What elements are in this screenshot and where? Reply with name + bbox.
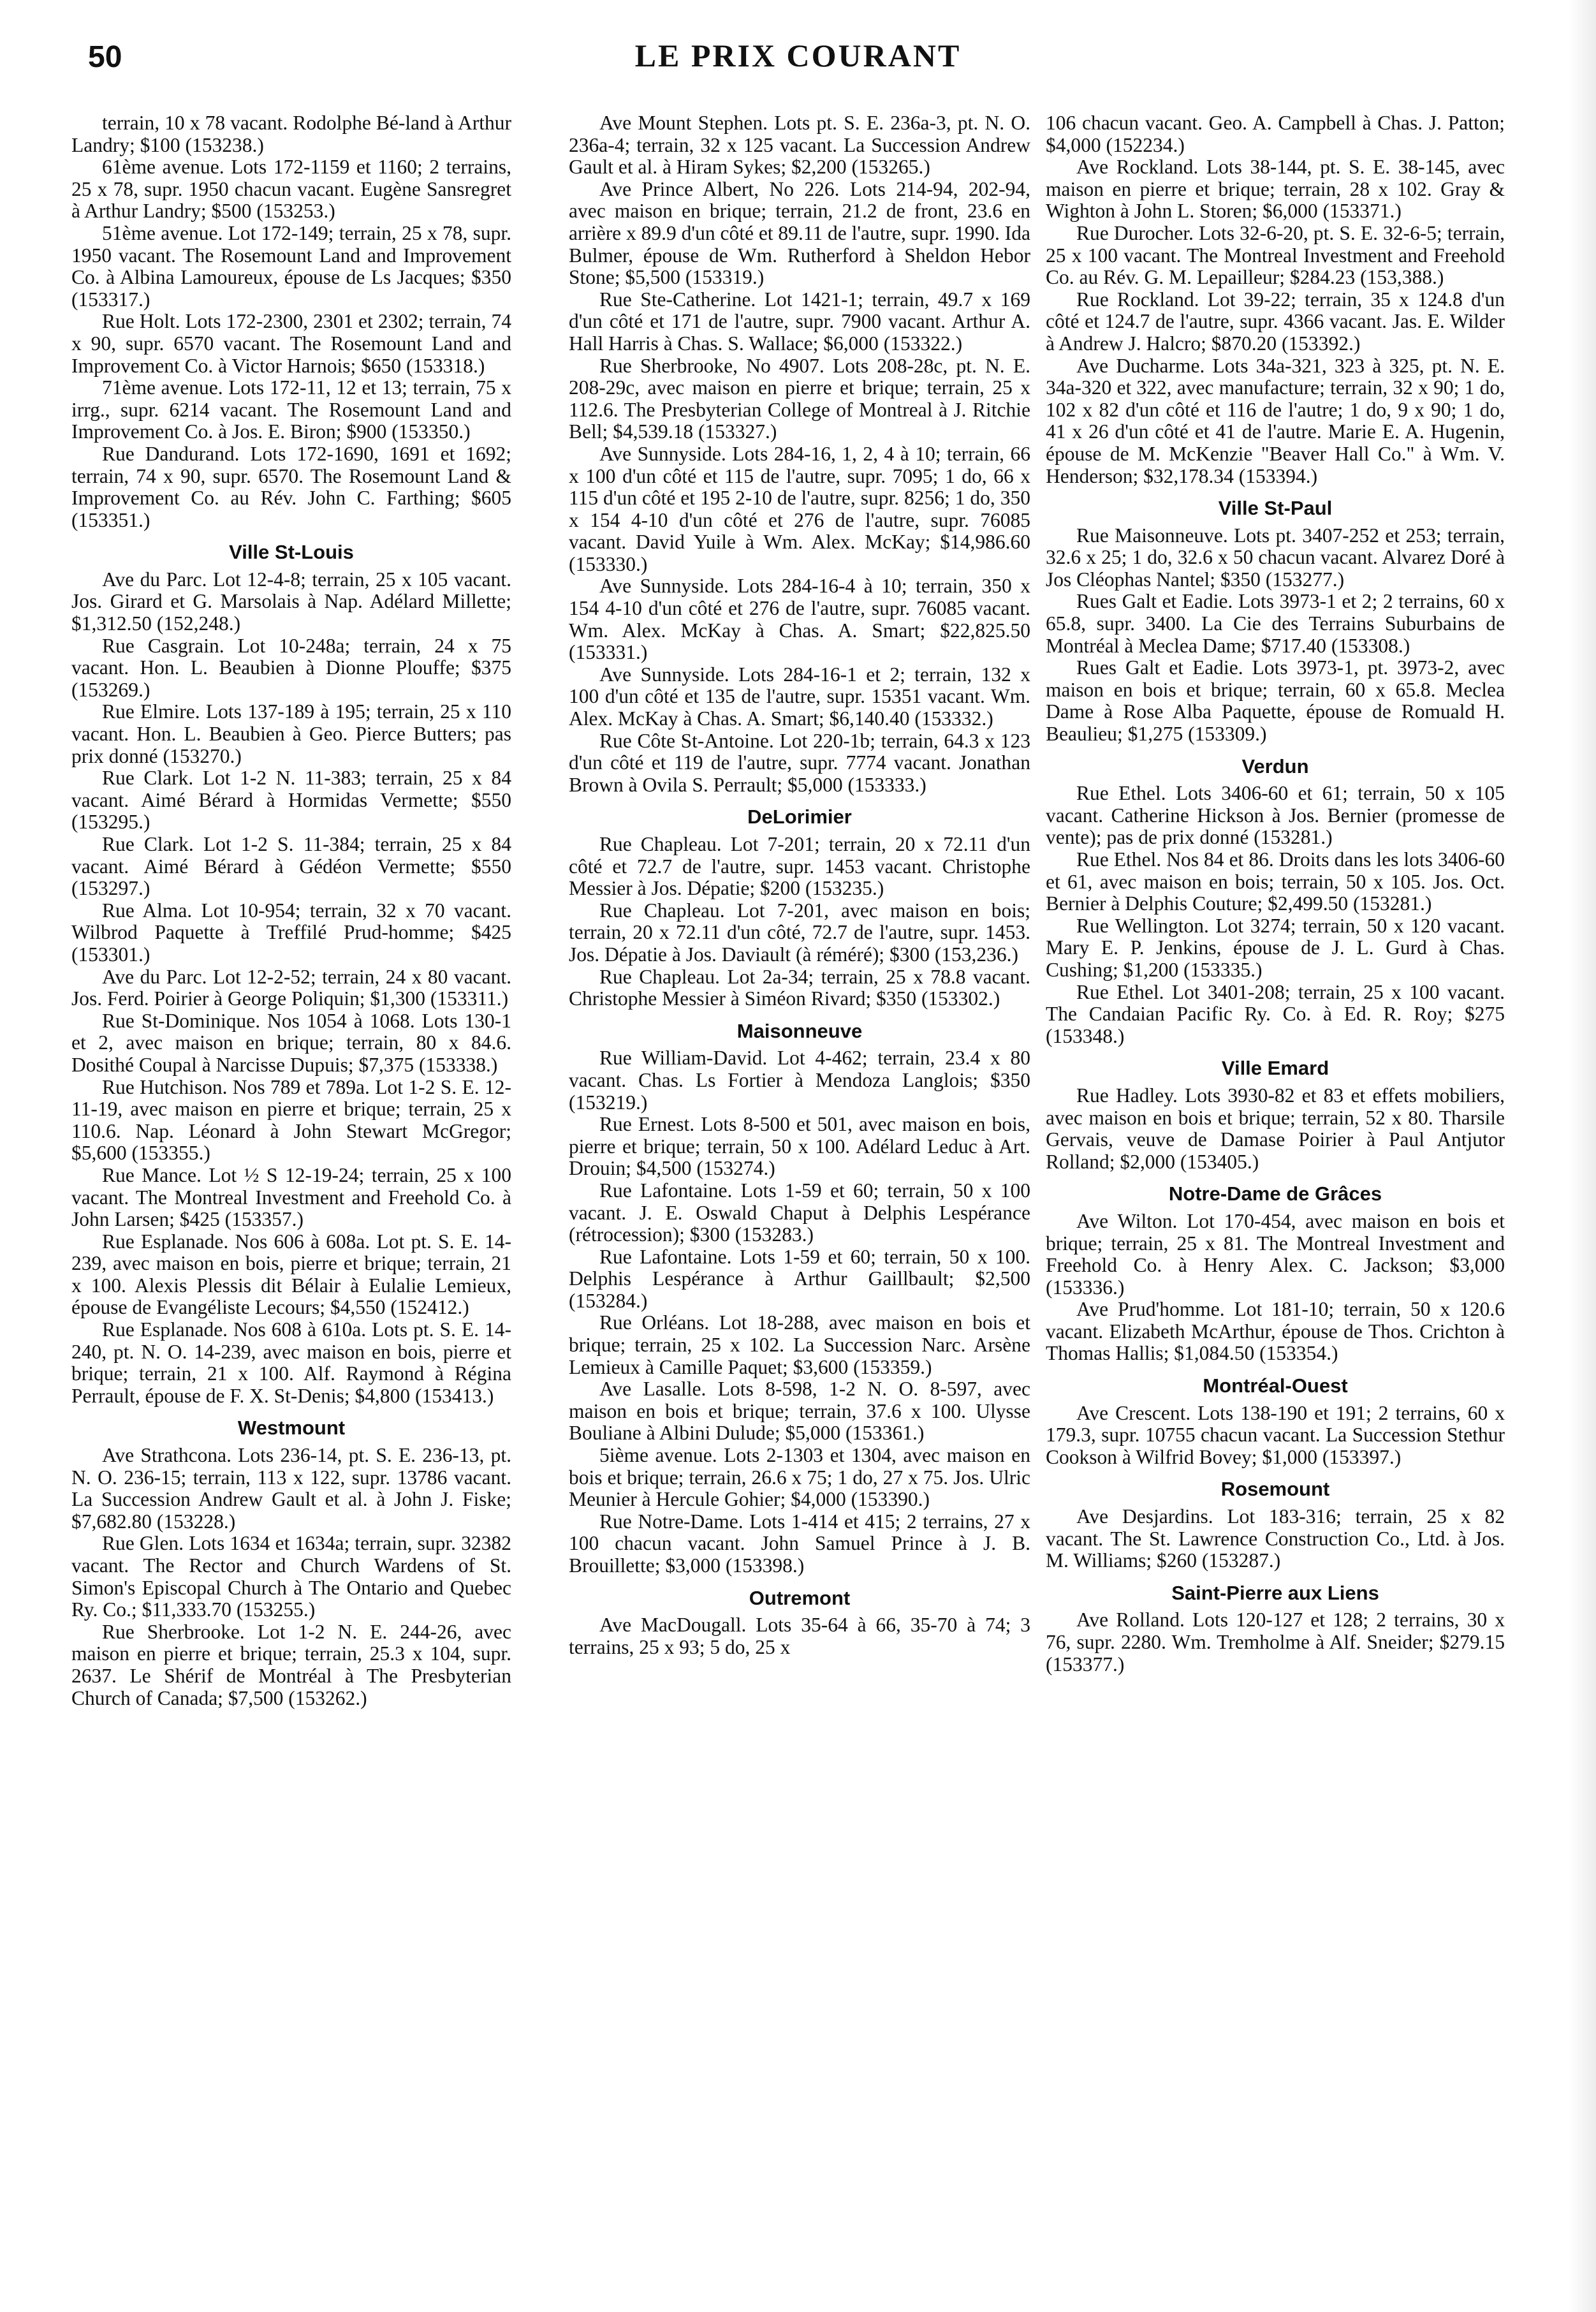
listing-entry: Rue Ethel. Nos 84 et 86. Droits dans les lots 3406-60 et 61, avec maison en bois; terrain, 50 x 105. Jos. Oct. Bernier à Delphis Couture; $2,499.50 (153281.) (1046, 848, 1505, 915)
listing-entry: Ave Ducharme. Lots 34a-321, 323 à 325, pt. N. E. 34a-320 et 322, avec manufacture; terrain, 32 x 90; 1 do, 102 x 82 d'un côté et 116 de l'autre; 1 do, 9 x 90; 1 do, 41 x 26 d'un côté et 41 de l'autre. Marie E. A. Hugenin, épouse de M. McKenzie "Beaver Hall Co." à Wm. V. Henderson; $32,178.34 (153394.) (1046, 354, 1505, 487)
listing-entry: Rues Galt et Eadie. Lots 3973-1 et 2; 2 terrains, 60 x 65.8, supr. 3400. La Cie des Terrains Suburbains de Montréal à Meclea Dame; $717.40 (153308.) (1046, 590, 1505, 657)
listing-entry: Ave Lasalle. Lots 8-598, 1-2 N. O. 8-597, avec maison en bois et brique; terrain, 37.6 x 100. Ulysse Bouliane à Albini Dulude; $5,000 (153361.) (569, 1378, 1030, 1445)
listing-entry: Ave Prince Albert, No 226. Lots 214-94, 202-94, avec maison en brique; terrain, 21.2 de front, 23.6 en arrière x 89.9 d'un côté et 89.11 de l'autre, supr. 1990. Ida Bulmer, épouse de Wm. Rutherford à Sheldon Hebor Stone; $5,500 (153319.) (569, 177, 1030, 289)
scan-edge-shadow (1569, 0, 1596, 2312)
listing-entry: Rue Esplanade. Nos 606 à 608a. Lot pt. S. E. 14-239, avec maison en bois, pierre et brique; terrain, 21 x 100. Alexis Plessis dit Bélair à Eulalie Lemieux, épouse de Evangéliste Lecours; $4,550 (152412.) (71, 1230, 511, 1319)
listing-entry: 61ème avenue. Lots 172-1159 et 1160; 2 terrains, 25 x 78, supr. 1950 chacun vacant. Eugène Sansregret à Arthur Landry; $500 (153253.) (71, 156, 511, 223)
listing-entry: Rue Casgrain. Lot 10-248a; terrain, 24 x 75 vacant. Hon. L. Beaubien à Dionne Plouffe; $375 (153269.) (71, 634, 511, 701)
listing-entry: Rue Orléans. Lot 18-288, avec maison en bois et brique; terrain, 25 x 102. La Succession Narc. Arsène Lemieux à Camille Paquet; $3,600 (153359.) (569, 1311, 1030, 1378)
listing-entry: Rue Lafontaine. Lots 1-59 et 60; terrain, 50 x 100 vacant. J. E. Oswald Chaput à Delphis Lespérance (rétrocession); $300 (153283.) (569, 1179, 1030, 1246)
section-heading: Westmount (237, 1417, 346, 1439)
listing-entry: Rue William-David. Lot 4-462; terrain, 23.4 x 80 vacant. Chas. Ls Fortier à Mendoza Langlois; $350 (153219.) (569, 1047, 1030, 1114)
listing-entry: Ave MacDougall. Lots 35-64 à 66, 35-70 à 74; 3 terrains, 25 x 93; 5 do, 25 x (569, 1614, 1030, 1658)
listing-entry: Rue Rockland. Lot 39-22; terrain, 35 x 124.8 d'un côté et 124.7 de l'autre, supr. 4366 vacant. Jas. E. Wilder à Andrew J. Halcro; $870.20 (153392.) (1046, 288, 1505, 355)
section-heading: Ville St-Paul (1218, 497, 1333, 520)
listing-entry: Rue Glen. Lots 1634 et 1634a; terrain, supr. 32382 vacant. The Rector and Church Wardens of St. Simon's Episcopal Church à The Ontario and Quebec Ry. Co.; $11,333.70 (153255.) (71, 1532, 511, 1621)
section-heading: Ville Emard (1221, 1057, 1329, 1080)
listing-entry: Rues Galt et Eadie. Lots 3973-1, pt. 3973-2, avec maison en bois et brique; terrain, 60 x 65.8. Meclea Dame à Rose Alba Paquette, épouse de Romuald H. Beaulieu; $1,275 (153309.) (1046, 656, 1505, 746)
listing-entry: Ave Rolland. Lots 120-127 et 128; 2 terrains, 30 x 76, supr. 2280. Wm. Tremholme à Alf. Sneider; $279.15 (153377.) (1046, 1609, 1505, 1675)
listing-entry: 51ème avenue. Lot 172-149; terrain, 25 x 78, supr. 1950 vacant. The Rosemount Land and Improvement Co. à Albina Lamoureux, épouse de Ls Jacques; $350 (153317.) (71, 221, 511, 311)
listing-entry: Rue Clark. Lot 1-2 N. 11-383; terrain, 25 x 84 vacant. Aimé Bérard à Hormidas Vermette; $550 (153295.) (71, 767, 511, 834)
listing-entry: Rue Elmire. Lots 137-189 à 195; terrain, 25 x 110 vacant. Hon. L. Beaubien à Geo. Pierce Butters; pas prix donné (153270.) (71, 700, 511, 767)
listing-entry: 106 chacun vacant. Geo. A. Campbell à Chas. J. Patton; $4,000 (152234.) (1046, 112, 1505, 156)
listing-entry: Rue Ethel. Lot 3401-208; terrain, 25 x 100 vacant. The Candaian Pacific Ry. Co. à Ed. R. Roy; $275 (153348.) (1046, 980, 1505, 1047)
listing-entry: Ave Rockland. Lots 38-144, pt. S. E. 38-145, avec maison en pierre et brique; terrain, 28 x 102. Gray & Wighton à John L. Storen; $6,000 (153371.) (1046, 156, 1505, 223)
listing-entry: Rue Maisonneuve. Lots pt. 3407-252 et 253; terrain, 32.6 x 25; 1 do, 32.6 x 50 chacun vacant. Alvarez Doré à Jos Cléophas Nantel; $350 (153277.) (1046, 524, 1505, 591)
listing-entry: Rue Hutchison. Nos 789 et 789a. Lot 1-2 S. E. 12-11-19, avec maison en pierre et brique; terrain, 25 x 110.6. Nap. Léonard à John Stewart McGregor; $5,600 (153355.) (71, 1075, 511, 1165)
listing-entry: Ave Sunnyside. Lots 284-16-1 et 2; terrain, 132 x 100 d'un côté et 135 de l'autre, supr. 15351 vacant. Wm. Alex. McKay à Chas. A. Smart; $6,140.40 (153332.) (569, 663, 1030, 730)
listing-entry: Rue Ste-Catherine. Lot 1421-1; terrain, 49.7 x 169 d'un côté et 171 de l'autre, supr. 7900 vacant. Arthur A. Hall Harris à Chas. S. Wallace; $6,000 (153322.) (569, 288, 1030, 355)
text-columns (0, 112, 1596, 2294)
column-3 (1046, 112, 1505, 2294)
listing-entry: Rue Ernest. Lots 8-500 et 501, avec maison en bois, pierre et brique; terrain, 50 x 100. Adélard Leduc à Art. Drouin; $4,500 (153274.) (569, 1113, 1030, 1180)
section-heading: Saint-Pierre aux Liens (1171, 1581, 1379, 1604)
listing-entry: Ave Desjardins. Lot 183-316; terrain, 25 x 82 vacant. The St. Lawrence Construction Co., Ltd. à Jos. M. Williams; $260 (153287.) (1046, 1505, 1505, 1572)
section-heading: Verdun (1241, 755, 1309, 777)
section-heading: Montréal-Ouest (1203, 1374, 1348, 1397)
listing-entry: Ave du Parc. Lot 12-2-52; terrain, 24 x 80 vacant. Jos. Ferd. Poirier à George Poliquin; $1,300 (153311.) (71, 965, 511, 1010)
page-title: LE PRIX COURANT (634, 38, 962, 73)
section-heading: DeLorimier (747, 806, 852, 828)
listing-entry: Rue Sherbrooke, No 4907. Lots 208-28c, pt. N. E. 208-29c, avec maison en pierre et brique; terrain, 25 x 112.6. The Presbyterian College of Montreal à J. Ritchie Bell; $4,539.18 (153327.) (569, 354, 1030, 443)
section-heading: Maisonneuve (736, 1019, 863, 1042)
listing-entry: Ave Strathcona. Lots 236-14, pt. S. E. 236-13, pt. N. O. 236-15; terrain, 113 x 122, supr. 13786 vacant. La Succession Andrew Gault et al. à John J. Fiske; $7,682.80 (153228.) (71, 1444, 511, 1533)
listing-entry: Rue Notre-Dame. Lots 1-414 et 415; 2 terrains, 27 x 100 chacun vacant. John Samuel Prince à J. B. Brouillette; $3,000 (153398.) (569, 1510, 1030, 1577)
listing-entry: Ave Sunnyside. Lots 284-16, 1, 2, 4 à 10; terrain, 66 x 100 d'un côté et 115 de l'autre, supr. 7095; 1 do, 66 x 115 d'un côté et 195 2-10 de l'autre, supr. 8256; 1 do, 350 x 154 4-10 d'un côté et 276 de l'autre, supr. 76085 vacant. David Yuile à Wm. Alex. McKay; $14,986.60 (153330.) (569, 442, 1030, 575)
listing-entry: Ave du Parc. Lot 12-4-8; terrain, 25 x 105 vacant. Jos. Girard et G. Marsolais à Nap. Adélard Millette; $1,312.50 (152,248.) (71, 568, 511, 635)
listing-entry: Rue Chapleau. Lot 2a-34; terrain, 25 x 78.8 vacant. Christophe Messier à Siméon Rivard; $350 (153302.) (569, 965, 1030, 1010)
column-2 (569, 112, 1030, 2294)
section-heading: Notre-Dame de Grâces (1168, 1182, 1382, 1205)
listing-entry: Rue Ethel. Lots 3406-60 et 61; terrain, 50 x 105 vacant. Catherine Hickson à Jos. Bernier (promesse de vente); pas de prix donné (153281.) (1046, 782, 1505, 849)
page-number: 50 (88, 40, 122, 74)
listing-entry: Rue Chapleau. Lot 7-201; terrain, 20 x 72.11 d'un côté et 72.7 de l'autre, supr. 1453 vacant. Christophe Messier à Jos. Dépatie; $200 (153235.) (569, 833, 1030, 900)
listing-entry: 5ième avenue. Lots 2-1303 et 1304, avec maison en bois et brique; terrain, 26.6 x 75; 1 do, 27 x 75. Jos. Ulric Meunier à Hercule Gohier; $4,000 (153390.) (569, 1444, 1030, 1511)
listing-entry: Rue Sherbrooke. Lot 1-2 N. E. 244-26, avec maison en pierre et brique; terrain, 25.3 x 104, supr. 2637. Le Shérif de Montréal à The Presbyterian Church of Canada; $7,500 (153262.) (71, 1620, 511, 1709)
listing-entry: terrain, 10 x 78 vacant. Rodolphe Bé-land à Arthur Landry; $100 (153238.) (71, 112, 511, 156)
listing-entry: Rue Esplanade. Nos 608 à 610a. Lots pt. S. E. 14-240, pt. N. O. 14-239, avec maison en bois, pierre et brique; terrain, 21 x 100. Alf. Raymond à Régina Perrault, épouse de F. X. St-Denis; $4,800 (153413.) (71, 1318, 511, 1407)
listing-entry: Rue St-Dominique. Nos 1054 à 1068. Lots 130-1 et 2, avec maison en brique; terrain, 80 x 84.6. Dosithé Coupal à Narcisse Dupuis; $7,375 (153338.) (71, 1009, 511, 1076)
section-heading: Rosemount (1220, 1478, 1330, 1501)
listing-entry: Rue Wellington. Lot 3274; terrain, 50 x 120 vacant. Mary E. P. Jenkins, épouse de J. L. Gurd à Chas. Cushing; $1,200 (153335.) (1046, 914, 1505, 981)
listing-entry: Rue Holt. Lots 172-2300, 2301 et 2302; terrain, 74 x 90, supr. 6570 vacant. The Rosemount Land and Improvement Co. à Victor Harnois; $650 (153318.) (71, 310, 511, 377)
listing-entry: Rue Mance. Lot ½ S 12-19-24; terrain, 25 x 100 vacant. The Montreal Investment and Freehold Co. à John Larsen; $425 (153357.) (71, 1163, 511, 1231)
listing-entry: Ave Wilton. Lot 170-454, avec maison en bois et brique; terrain, 25 x 81. The Montreal Investment and Freehold Co. à Henry Alex. C. Jackson; $3,000 (153336.) (1046, 1209, 1505, 1299)
listing-entry: Rue Hadley. Lots 3930-82 et 83 et effets mobiliers, avec maison en bois et brique; terrain, 52 x 80. Tharsile Gervais, veuve de Damase Poirier à Paul Antjutor Rolland; $2,000 (153405.) (1046, 1084, 1505, 1173)
section-heading: Ville St-Louis (229, 541, 354, 564)
listing-entry: Rue Clark. Lot 1-2 S. 11-384; terrain, 25 x 84 vacant. Aimé Bérard à Gédéon Vermette; $550 (153297.) (71, 833, 511, 900)
listing-entry: Ave Prud'homme. Lot 181-10; terrain, 50 x 120.6 vacant. Elizabeth McArthur, épouse de Thos. Crichton à Thomas Hallis; $1,084.50 (153354.) (1046, 1298, 1505, 1365)
listing-entry: Rue Chapleau. Lot 7-201, avec maison en bois; terrain, 20 x 72.11 d'un côté, 72.7 de l'autre, supr. 1453. Jos. Dépatie à Jos. Daviault (à réméré); $300 (153,236.) (569, 899, 1030, 966)
listing-entry: Rue Côte St-Antoine. Lot 220-1b; terrain, 64.3 x 123 d'un côté et 119 de l'autre, supr. 7774 vacant. Jonathan Brown à Ovila S. Perrault; $5,000 (153333.) (569, 729, 1030, 796)
listing-entry: Ave Sunnyside. Lots 284-16-4 à 10; terrain, 350 x 154 4-10 d'un côté et 276 de l'autre, supr. 76085 vacant. Wm. Alex. McKay à Chas. A. Smart; $22,825.50 (153331.) (569, 575, 1030, 664)
listing-entry: Rue Alma. Lot 10-954; terrain, 32 x 70 vacant. Wilbrod Paquette à Treffilé Prud-homme; $425 (153301.) (71, 899, 511, 966)
section-heading: Outremont (749, 1586, 851, 1609)
listing-entry: Rue Durocher. Lots 32-6-20, pt. S. E. 32-6-5; terrain, 25 x 100 vacant. The Montreal Investment and Freehold Co. au Rév. G. M. Lepailleur; $284.23 (153,388.) (1046, 221, 1505, 289)
column-1 (71, 112, 511, 2294)
listing-entry: 71ème avenue. Lots 172-11, 12 et 13; terrain, 75 x irrg., supr. 6214 vacant. The Rosemount Land and Improvement Co. à Jos. E. Biron; $900 (153350.) (71, 376, 511, 443)
listing-entry: Ave Crescent. Lots 138-190 et 191; 2 terrains, 60 x 179.3, supr. 10755 chacun vacant. La Succession Stethur Cookson à Wilfrid Bovey; $1,000 (153397.) (1046, 1401, 1505, 1468)
listing-entry: Rue Lafontaine. Lots 1-59 et 60; terrain, 50 x 100. Delphis Lespérance à Arthur Gaillbault; $2,500 (153284.) (569, 1245, 1030, 1312)
listing-entry: Ave Mount Stephen. Lots pt. S. E. 236a-3, pt. N. O. 236a-4; terrain, 32 x 125 vacant. La Succession Andrew Gault et al. à Hiram Sykes; $2,200 (153265.) (569, 112, 1030, 179)
listing-entry: Rue Dandurand. Lots 172-1690, 1691 et 1692; terrain, 74 x 90, supr. 6570. The Rosemount Land & Improvement Co. au Rév. John C. Farthing; $605 (153351.) (71, 442, 511, 531)
